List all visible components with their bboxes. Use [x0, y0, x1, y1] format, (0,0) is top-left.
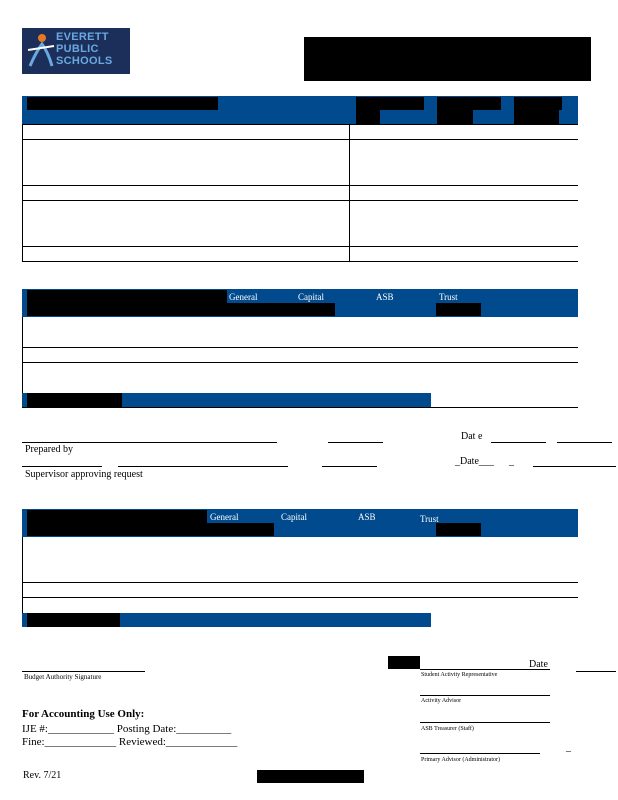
section-1-header-redaction	[27, 97, 218, 110]
prepared-by-label: Prepared by	[25, 444, 74, 455]
accounting-line-2: Fine:_____________ Reviewed:_____________	[22, 736, 238, 748]
section-1-col-redaction-1	[356, 97, 424, 110]
section-1-col-redaction-1b	[356, 110, 380, 124]
asb-treasurer-label: ASB Treasurer (Staff)	[421, 726, 474, 732]
supervisor-line[interactable]	[22, 466, 102, 467]
prepared-by-line[interactable]	[22, 442, 277, 443]
section-3-col-general: General	[210, 512, 239, 522]
section-2-col-capital: Capital	[298, 292, 324, 302]
section-3-col-trust: Trust	[420, 514, 439, 524]
section-3-header-redaction-b	[27, 523, 274, 536]
date-line[interactable]	[557, 442, 612, 443]
section-2-trust-redaction	[436, 303, 481, 316]
date-line[interactable]	[576, 671, 616, 672]
student-rep-label: Student Activity Representative	[421, 672, 498, 678]
row-line	[22, 246, 578, 247]
col-line	[349, 124, 350, 262]
name-redaction	[388, 656, 420, 669]
district-logo	[22, 28, 130, 74]
row-line	[22, 362, 578, 363]
title-redaction	[304, 37, 591, 81]
date-label-bottom: Date	[529, 659, 548, 670]
row-line	[22, 185, 578, 186]
row-line	[22, 597, 578, 598]
row-line	[22, 407, 578, 408]
signature-line[interactable]	[328, 442, 383, 443]
separator: _	[509, 456, 514, 467]
supervisor-label: Supervisor approving request	[25, 469, 143, 480]
revision-label: Rev. 7/21	[23, 770, 62, 781]
section-2-header-redaction-b	[27, 303, 335, 316]
row-line	[22, 200, 578, 201]
section-3-col-asb: ASB	[358, 512, 376, 522]
logo-figure-icon	[26, 32, 56, 70]
signature-line[interactable]	[322, 466, 377, 467]
footer-redaction	[257, 770, 364, 783]
section-2-col-general: General	[229, 292, 258, 302]
row-line	[22, 347, 578, 348]
logo-text	[56, 31, 113, 67]
asb-treasurer-line[interactable]	[420, 722, 550, 723]
section-2-col-asb: ASB	[376, 292, 394, 302]
logo-line-1: EVERETT	[56, 31, 109, 43]
section-1-col-redaction-3b	[514, 110, 559, 124]
section-1-col-redaction-2	[437, 97, 501, 110]
date-label: Dat e	[461, 431, 483, 442]
date-line[interactable]	[533, 466, 616, 467]
row-line	[22, 261, 578, 262]
budget-signature-line[interactable]	[22, 671, 145, 672]
section-2-header-redaction	[27, 290, 227, 303]
date-label-2: _Date___	[455, 456, 494, 467]
row-line	[22, 124, 578, 125]
date-line[interactable]	[491, 442, 546, 443]
separator: _	[566, 742, 571, 753]
budget-signature-label: Budget Authority Signature	[24, 673, 102, 681]
primary-advisor-label: Primary Advisor (Administrator)	[421, 757, 500, 763]
section-3-col-capital: Capital	[281, 512, 307, 522]
activity-advisor-label: Activity Advisor	[421, 698, 462, 704]
section-2-total-redaction	[27, 393, 122, 407]
section-3-trust-redaction	[436, 523, 481, 536]
section-1-col-redaction-3	[514, 97, 562, 110]
section-3-header-redaction	[27, 510, 207, 523]
section-2-col-trust: Trust	[439, 292, 458, 302]
row-line	[22, 139, 578, 140]
activity-advisor-line[interactable]	[420, 695, 550, 696]
primary-advisor-line[interactable]	[420, 753, 540, 754]
section-1-col-redaction-2b	[437, 110, 473, 124]
logo-line-2: PUBLIC	[56, 43, 99, 55]
supervisor-line[interactable]	[118, 466, 288, 467]
row-line	[22, 582, 578, 583]
logo-line-3: SCHOOLS	[56, 55, 113, 67]
accounting-line-1: IJE #:____________ Posting Date:__________	[22, 723, 232, 735]
accounting-title: For Accounting Use Only:	[22, 708, 145, 720]
section-3-total-redaction	[27, 613, 120, 627]
col-line	[22, 124, 23, 262]
